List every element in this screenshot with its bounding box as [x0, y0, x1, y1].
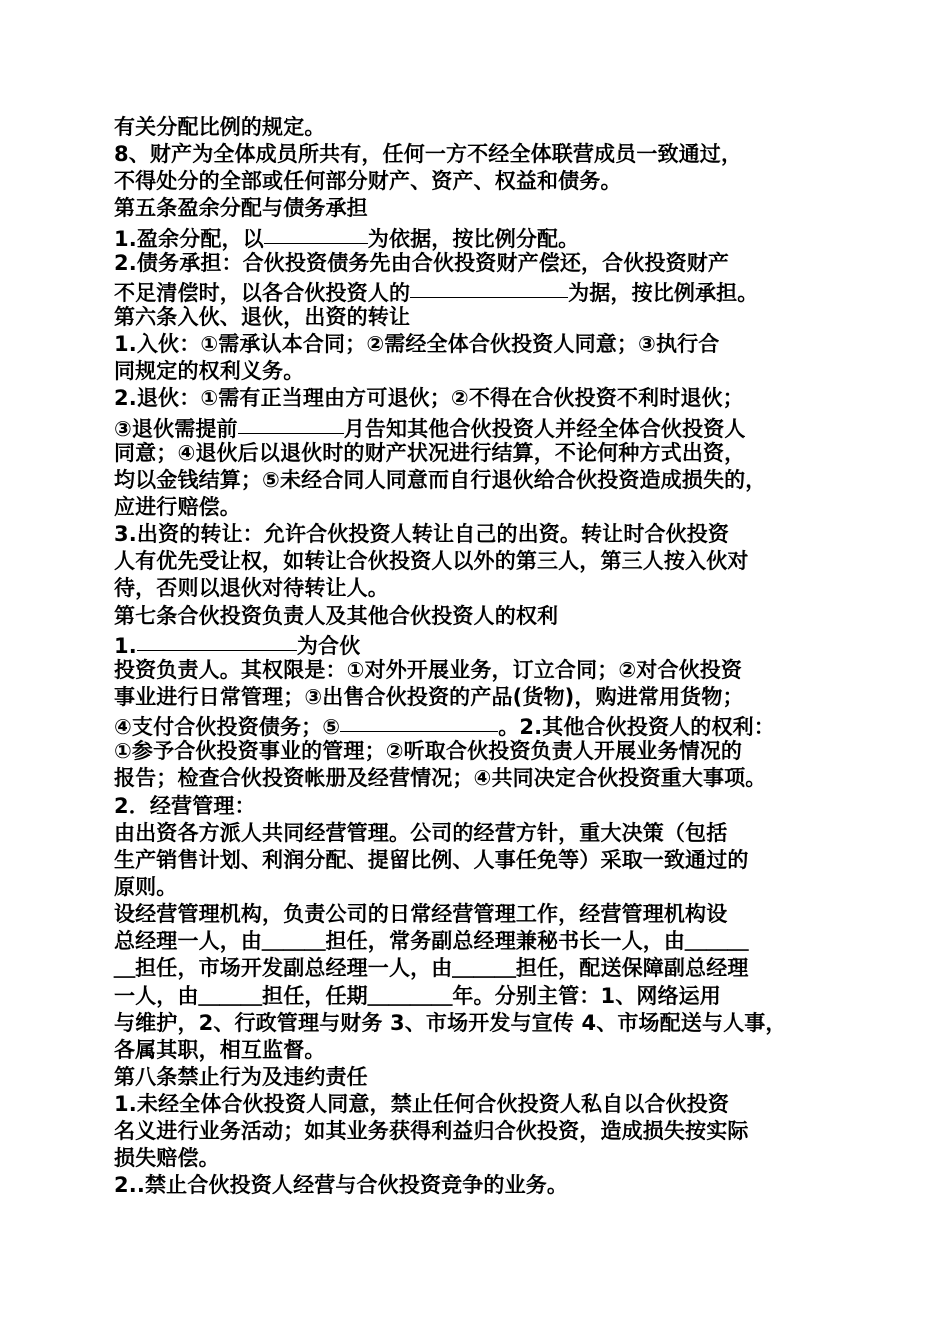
text-line: 同规定的权利义务。 — [114, 359, 305, 384]
text-segment: 为依据，按比例分配。 — [367, 226, 580, 251]
text-segment: ③退伙需提前 — [114, 416, 238, 441]
text-line: 同意；④退伙后以退伙时的财产状况进行结算，不论何种方式出资， — [114, 440, 746, 465]
text-segment: 不足清偿时，以各合伙投资人的 — [114, 280, 411, 305]
text-segment: 月告知其他合伙投资人并经全体合伙投资人 — [343, 416, 746, 441]
text-segment: 为据，按比例承担。 — [568, 280, 759, 305]
fill-in-blank — [410, 277, 568, 298]
section-heading: 第八条禁止行为及违约责任 — [114, 1064, 368, 1089]
section-heading: 第七条合伙投资负责人及其他合伙投资人的权利 — [114, 603, 559, 628]
text-line: 不得处分的全部或任何部分财产、资产、权益和债务。 — [114, 169, 622, 194]
text-line — [114, 413, 850, 440]
text-line: 总经理一人，由＿＿＿担任，常务副总经理兼秘书长一人，由＿＿＿ — [114, 929, 749, 954]
text-line: 投资负责人。其权限是：①对外开展业务，订立合同；②对合伙投资 — [114, 657, 743, 682]
text-line: ＿担任，市场开发副总经理一人，由＿＿＿担任，配送保障副总经理 — [114, 956, 749, 981]
text-segment: 。2.其他合伙投资人的权利： — [498, 715, 775, 740]
text-line: 均以金钱结算；⑤未经合同人同意而自行退伙给合伙投资造成损失的， — [114, 467, 767, 492]
text-line: 人有优先受让权，如转让合伙投资人以外的第三人，第三人按入伙对 — [114, 549, 749, 574]
fill-in-blank — [238, 413, 344, 434]
text-line: 由出资各方派人共同经营管理。公司的经营方针，重大决策（包括 — [114, 820, 728, 845]
text-segment: 1.盈余分配，以 — [114, 226, 264, 251]
text-line: 3.出资的转让：允许合伙投资人转让自己的出资。转让时合伙投资 — [114, 522, 730, 547]
text-line: 损失赔偿。 — [114, 1146, 220, 1171]
text-line: 生产销售计划、利润分配、提留比例、人事任免等）采取一致通过的 — [114, 847, 749, 872]
text-line: 1.未经全体合伙投资人同意，禁止任何合伙投资人私自以合伙投资 — [114, 1092, 730, 1117]
text-line: 名义进行业务活动；如其业务获得利益归合伙投资，造成损失按实际 — [114, 1119, 749, 1144]
document-body — [114, 114, 850, 1200]
text-line: 2．经营管理： — [114, 793, 256, 818]
text-line: ①参予合伙投资事业的管理；②听取合伙投资负责人开展业务情况的 — [114, 739, 743, 764]
text-segment: ④支付合伙投资债务；⑤ — [114, 715, 341, 740]
text-line: 2..禁止合伙投资人经营与合伙投资竞争的业务。 — [114, 1173, 569, 1198]
text-line: 一人，由＿＿＿担任，任期＿＿＿＿年。分别主管：1、网络运用 — [114, 983, 721, 1008]
text-line — [114, 711, 850, 738]
text-line: 2.退伙：①需有正当理由方可退伙；②不得在合伙投资不利时退伙； — [114, 386, 744, 411]
text-line — [114, 277, 850, 304]
text-line: 事业进行日常管理；③出售合伙投资的产品(货物)，购进常用货物； — [114, 684, 744, 709]
text-line: 与维护，2、行政管理与财务 3、市场开发与宣传 4、市场配送与人事， — [114, 1010, 787, 1035]
fill-in-blank — [137, 630, 297, 651]
text-line: 应进行赔偿。 — [114, 494, 241, 519]
text-segment: 1. — [114, 633, 137, 658]
text-line: 各属其职，相互监督。 — [114, 1037, 326, 1062]
section-heading: 第六条入伙、退伙，出资的转让 — [114, 304, 411, 329]
text-line: 报告；检查合伙投资帐册及经营情况；④共同决定合伙投资重大事项。 — [114, 766, 767, 791]
text-line: 有关分配比例的规定。 — [114, 115, 326, 139]
section-heading: 第五条盈余分配与债务承担 — [114, 196, 368, 221]
text-line: 8、财产为全体成员所共有，任何一方不经全体联营成员一致通过， — [114, 142, 743, 167]
text-line: 待，否则以退伙对待转让人。 — [114, 576, 389, 601]
fill-in-blank — [340, 711, 498, 732]
fill-in-blank — [264, 223, 368, 244]
text-segment: 为合伙 — [296, 633, 361, 658]
text-line: 1.入伙：①需承认本合同；②需经全体合伙投资人同意；③执行合 — [114, 332, 720, 357]
text-line: 设经营管理机构，负责公司的日常经营管理工作，经营管理机构设 — [114, 902, 728, 927]
text-line — [114, 223, 850, 250]
text-line: 原则。 — [114, 874, 178, 899]
text-line: 2.债务承担：合伙投资债务先由合伙投资财产偿还，合伙投资财产 — [114, 250, 730, 275]
text-line — [114, 630, 850, 657]
